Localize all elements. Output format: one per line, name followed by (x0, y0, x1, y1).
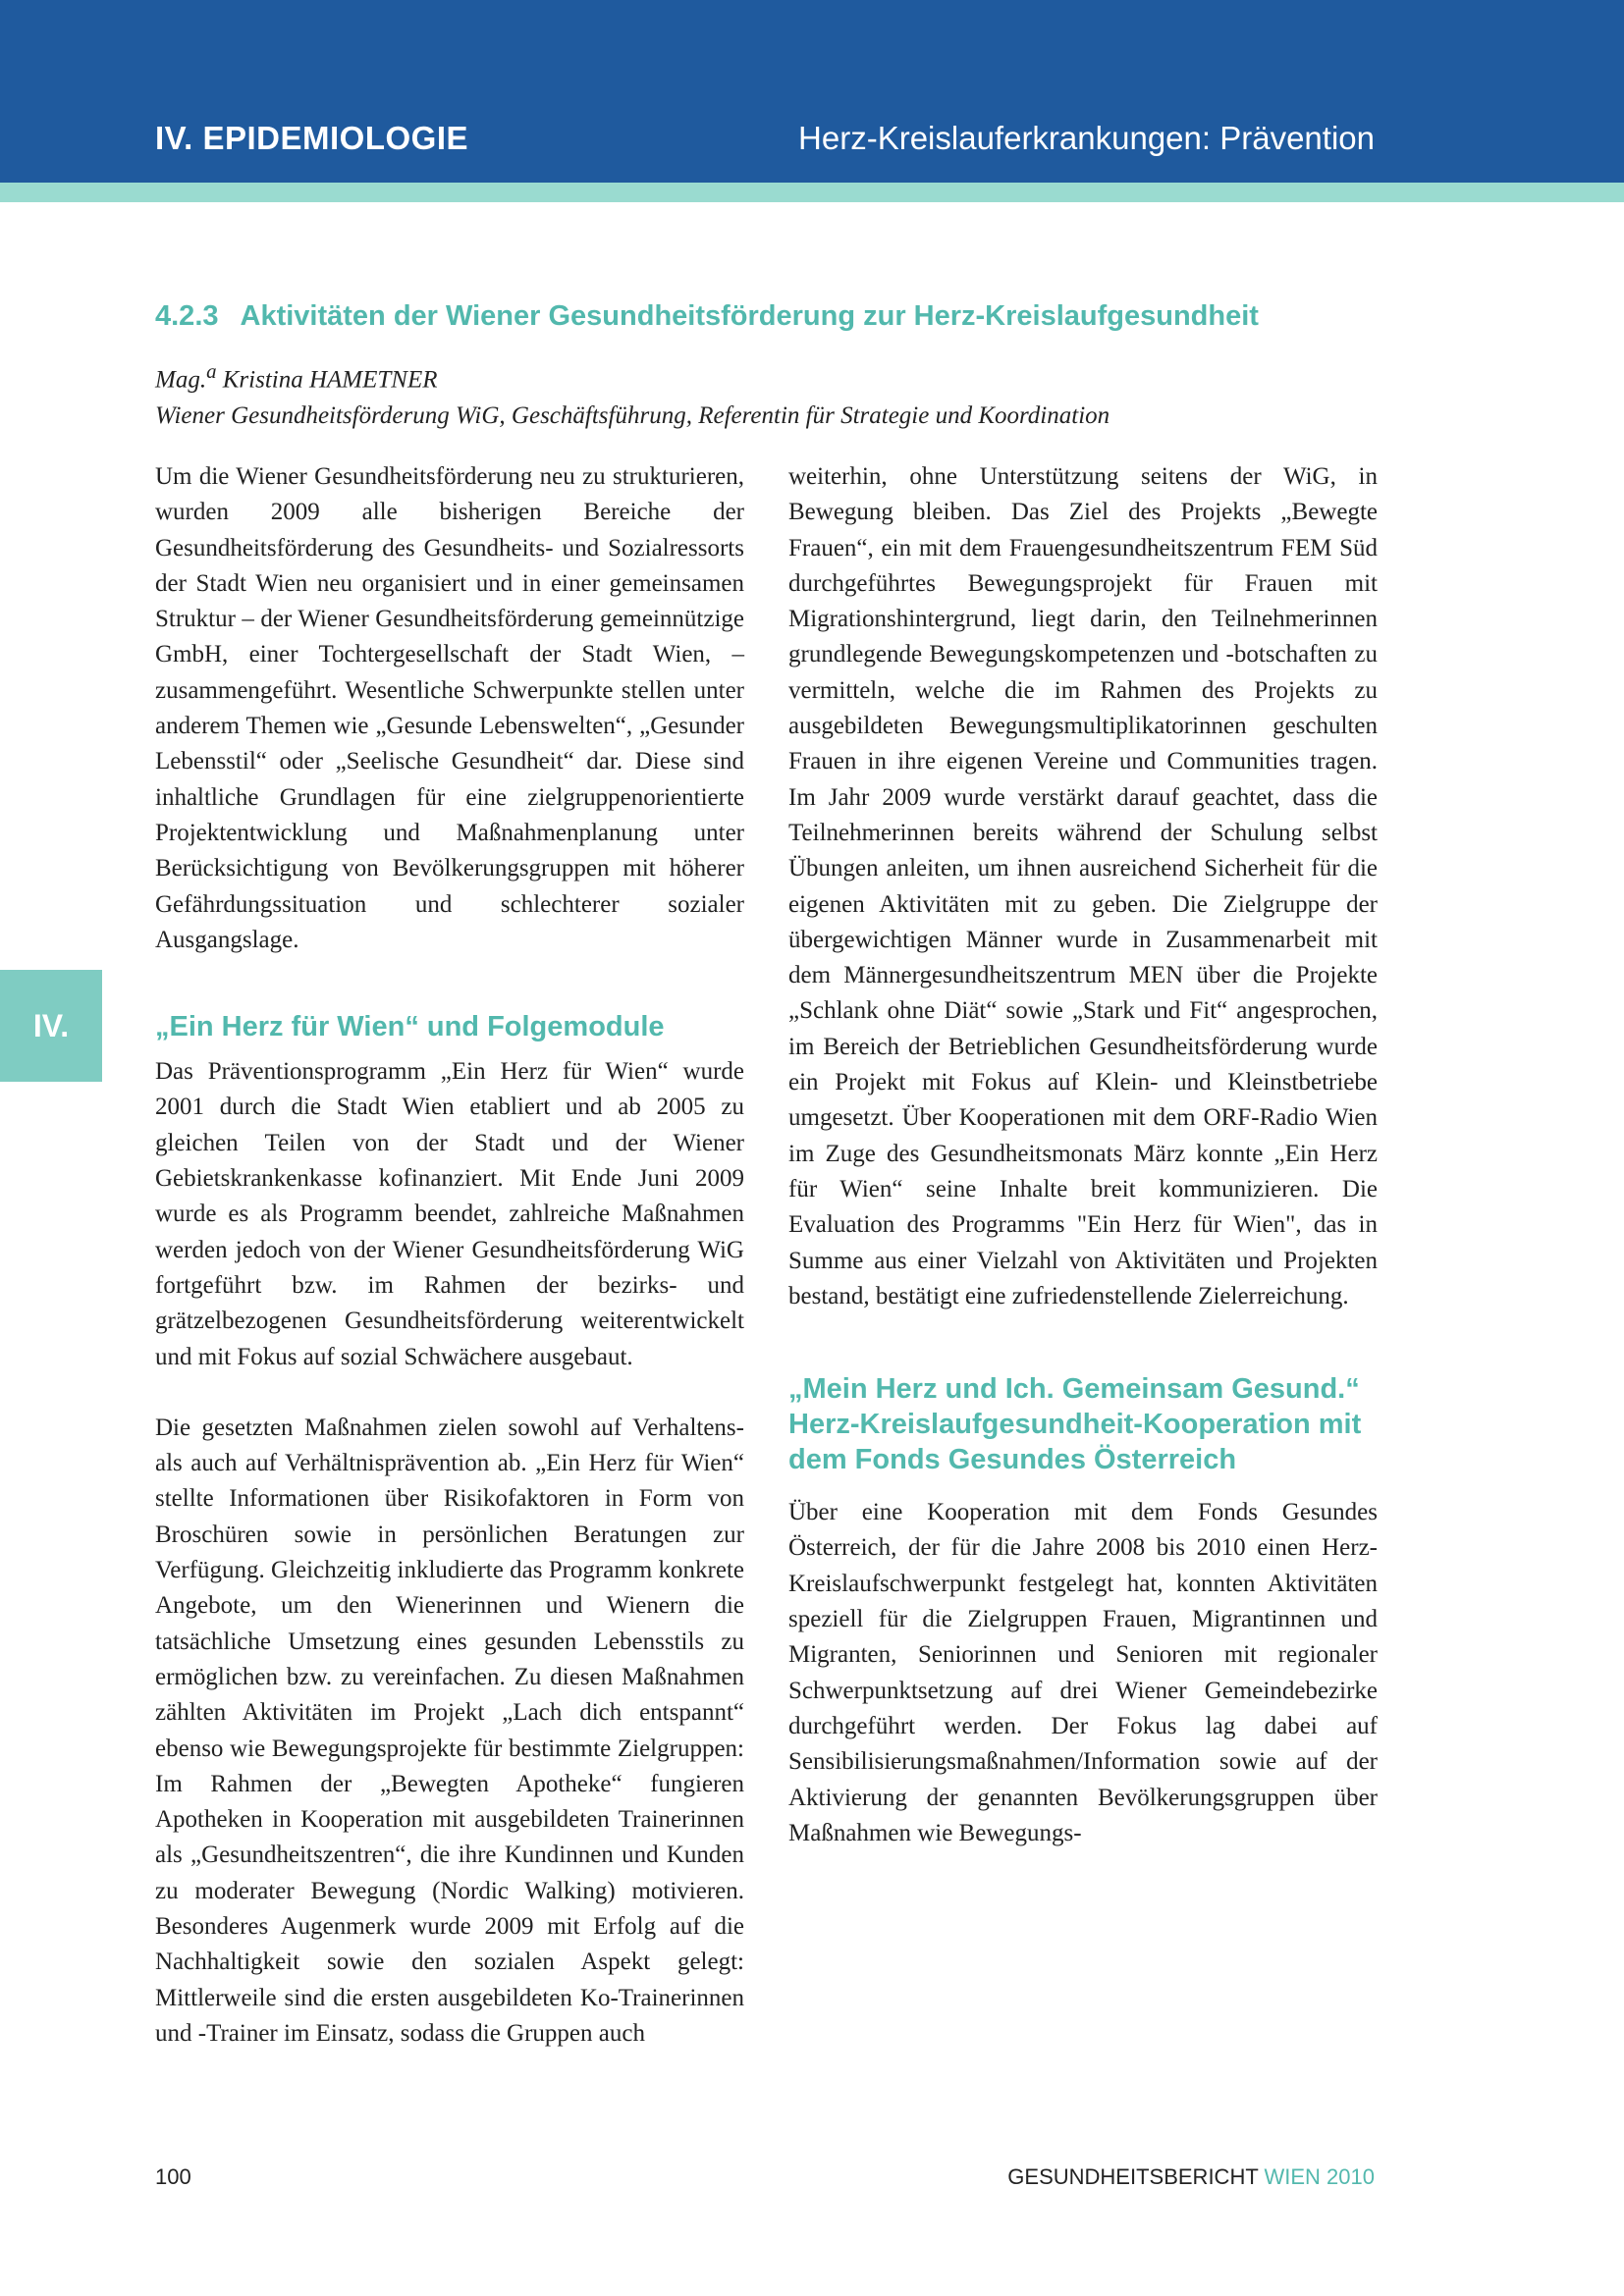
header-section-title: IV. EPIDEMIOLOGIE (155, 120, 469, 156)
subheading-mein-herz-line3: dem Fonds Gesundes Österreich (788, 1444, 1237, 1476)
author-affiliation: Wiener Gesundheitsförderung WiG, Geschäftsführung, Referentin für Strategie und Koordination (155, 402, 1110, 430)
page-number: 100 (155, 2164, 191, 2189)
author-line (155, 353, 1110, 398)
article-title-text: Aktivitäten der Wiener Gesundheitsförderung zur Herz-Kreislaufgesundheit (240, 300, 1259, 332)
footer-report-title (1007, 2164, 1375, 2190)
author-prefix-sup: a (206, 359, 217, 383)
intro-paragraph: Um die Wiener Gesundheitsförderung neu zu strukturieren, wurden 2009 alle bisherigen Bereiche der Gesundheitsförderung des Gesundheits- und Sozialressorts der Stadt Wien neu organisiert und in einer gemeinsamen Struktur – der Wiener Gesundheitsförderung gemeinnützige GmbH, einer Tochtergesellschaft der Stadt Wien, – zusammengeführt. Wesentliche Schwerpunkte stellen unter anderem Themen wie „Gesunde Lebenswelten“, „Gesunder Lebensstil“ oder „Seelische Gesundheit“ dar. Diese sind inhaltliche Grundlagen für eine zielgruppenorientierte Projektentwicklung und Maßnahmenplanung unter Berücksichtigung von Bevölkerungsgruppen mit höherer Gefährdungssituation und schlechterer sozialer Ausgangslage. (155, 463, 744, 953)
text-column-right (788, 459, 1378, 1851)
paragraph-ein-herz: Das Präventionsprogramm „Ein Herz für Wien“ wurde 2001 durch die Stadt Wien etabliert und ab 2005 zu gleichen Teilen von der Stadt und der Wiener Gebietskrankenkasse kofinanziert. Mit Ende Juni 2009 wurde es als Programm beendet, zahlreiche Maßnahmen werden jedoch von der Wiener Gesundheitsförderung WiG fortgeführt bzw. im Rahmen der bezirks- und grätzelbezogenen Gesundheitsförderung weiterentwickelt und mit Fokus auf sozial Schwächere ausgebaut. (155, 1058, 744, 1370)
subheading-mein-herz-line2: Herz-Kreislaufgesundheit-Kooperation mit (788, 1409, 1362, 1441)
paragraph-massnahmen: Die gesetzten Maßnahmen zielen sowohl auf Verhaltens- als auch auf Verhältnisprävention ab. „Ein Herz für Wien“ stellte Informationen über Risikofaktoren in Form von Broschüren sowie in persönlichen Beratungen zur Verfügung. Gleichzeitig inkludierte das Programm konkrete Angebote, um den Wienerinnen und Wienern die tatsächliche Umsetzung eines gesunden Lebensstils zu ermöglichen bzw. zu vereinfachen. Zu diesen Maßnahmen zählten Aktivitäten im Projekt „Lach dich entspannt“ ebenso wie Bewegungsprojekte für bestimmte Zielgruppen: Im Rahmen der „Bewegten Apotheke“ fungieren Apotheken in Kooperation mit ausgebildeten Trainerinnen als „Gesundheitszentren“, die ihre Kundinnen und Kunden zu moderater Bewegung (Nordic Walking) motivieren. Besonderes Augenmerk wurde 2009 mit Erfolg auf die Nachhaltigkeit sowie den sozialen Aspekt gelegt: Mittlerweile sind die ersten ausgebildeten Ko-Trainerinnen und -Trainer im Einsatz, sodass die Gruppen auch (155, 1414, 744, 2047)
report-city-year: WIEN 2010 (1264, 2164, 1375, 2189)
author-block (155, 353, 1110, 434)
header-topic-title: Herz-Kreislauferkrankungen: Prävention (798, 120, 1375, 156)
subheading-mein-herz-line1: „Mein Herz und Ich. Gemeinsam Gesund.“ (788, 1373, 1360, 1406)
author-name: Kristina HAMETNER (216, 366, 438, 394)
text-column-left (155, 459, 744, 2052)
paragraph-fonds: Über eine Kooperation mit dem Fonds Gesundes Österreich, der für die Jahre 2008 bis 2010 einen Herz-Kreislaufschwerpunkt festgelegt hat, konnten Aktivitäten speziell für die Zielgruppen Frauen, Migrantinnen und Migranten, Seniorinnen und Senioren mit regionaler Schwerpunktsetzung auf drei Wiener Gemeindebezirke durchgeführt werden. Der Fokus lag dabei auf Sensibilisierungsmaßnahmen/Information sowie auf der Aktivierung der genannten Bevölkerungsgruppen über Maßnahmen wie Bewegungs- (788, 1499, 1378, 1846)
chapter-side-tab (0, 970, 102, 1082)
paragraph-massnahmen-continued: weiterhin, ohne Unterstützung seitens der WiG, in Bewegung bleiben. Das Ziel des Projekts „Bewegte Frauen“, ein mit dem Frauengesundheitszentrum FEM Süd durchgeführtes Bewegungsprojekt für Frauen mit Migrationshintergrund, liegt darin, den Teilnehmerinnen grundlegende Bewegungskompetenzen und -botschaften zu vermitteln, welche die im Rahmen des Projekts zu ausgebildeten Bewegungsmultiplikatorinnen geschulten Frauen in ihre eigenen Vereine und Communities tragen. Im Jahr 2009 wurde verstärkt darauf geachtet, dass die Teilnehmerinnen bereits während der Schulung selbst Übungen anleiten, um ihnen ausreichend Sicherheit für die eigenen Aktivitäten mit zu geben. Die Zielgruppe der übergewichtigen Männer wurde in Zusammenarbeit mit dem Männergesundheitszentrum MEN über die Projekte „Schlank ohne Diät“ sowie „Stark und Fit“ angesprochen, im Bereich der Betrieblichen Gesundheitsförderung wurde ein Projekt mit Fokus auf Klein- und Kleinstbetriebe umgesetzt. Über Kooperationen mit dem ORF-Radio Wien im Zuge des Gesundheitsmonats März konnte „Ein Herz für Wien“ seine Inhalte breit kommunizieren. Die Evaluation des Programms "Ein Herz für Wien", das in Summe aus einer Vielzahl von Aktivitäten und Projekten bestand, bestätigt eine zufriedenstellende Zielerreichung. (788, 463, 1378, 1309)
author-prefix: Mag. (155, 366, 207, 394)
subheading-ein-herz: „Ein Herz für Wien“ und Folgemodule (155, 1011, 665, 1043)
article-title (155, 300, 1259, 333)
header-stripe (0, 183, 1624, 202)
chapter-side-tab-label: IV. (32, 1007, 70, 1043)
report-title: GESUNDHEITSBERICHT (1007, 2164, 1259, 2189)
article-number: 4.2.3 (155, 300, 219, 332)
subheading-mein-herz (788, 1371, 1378, 1477)
